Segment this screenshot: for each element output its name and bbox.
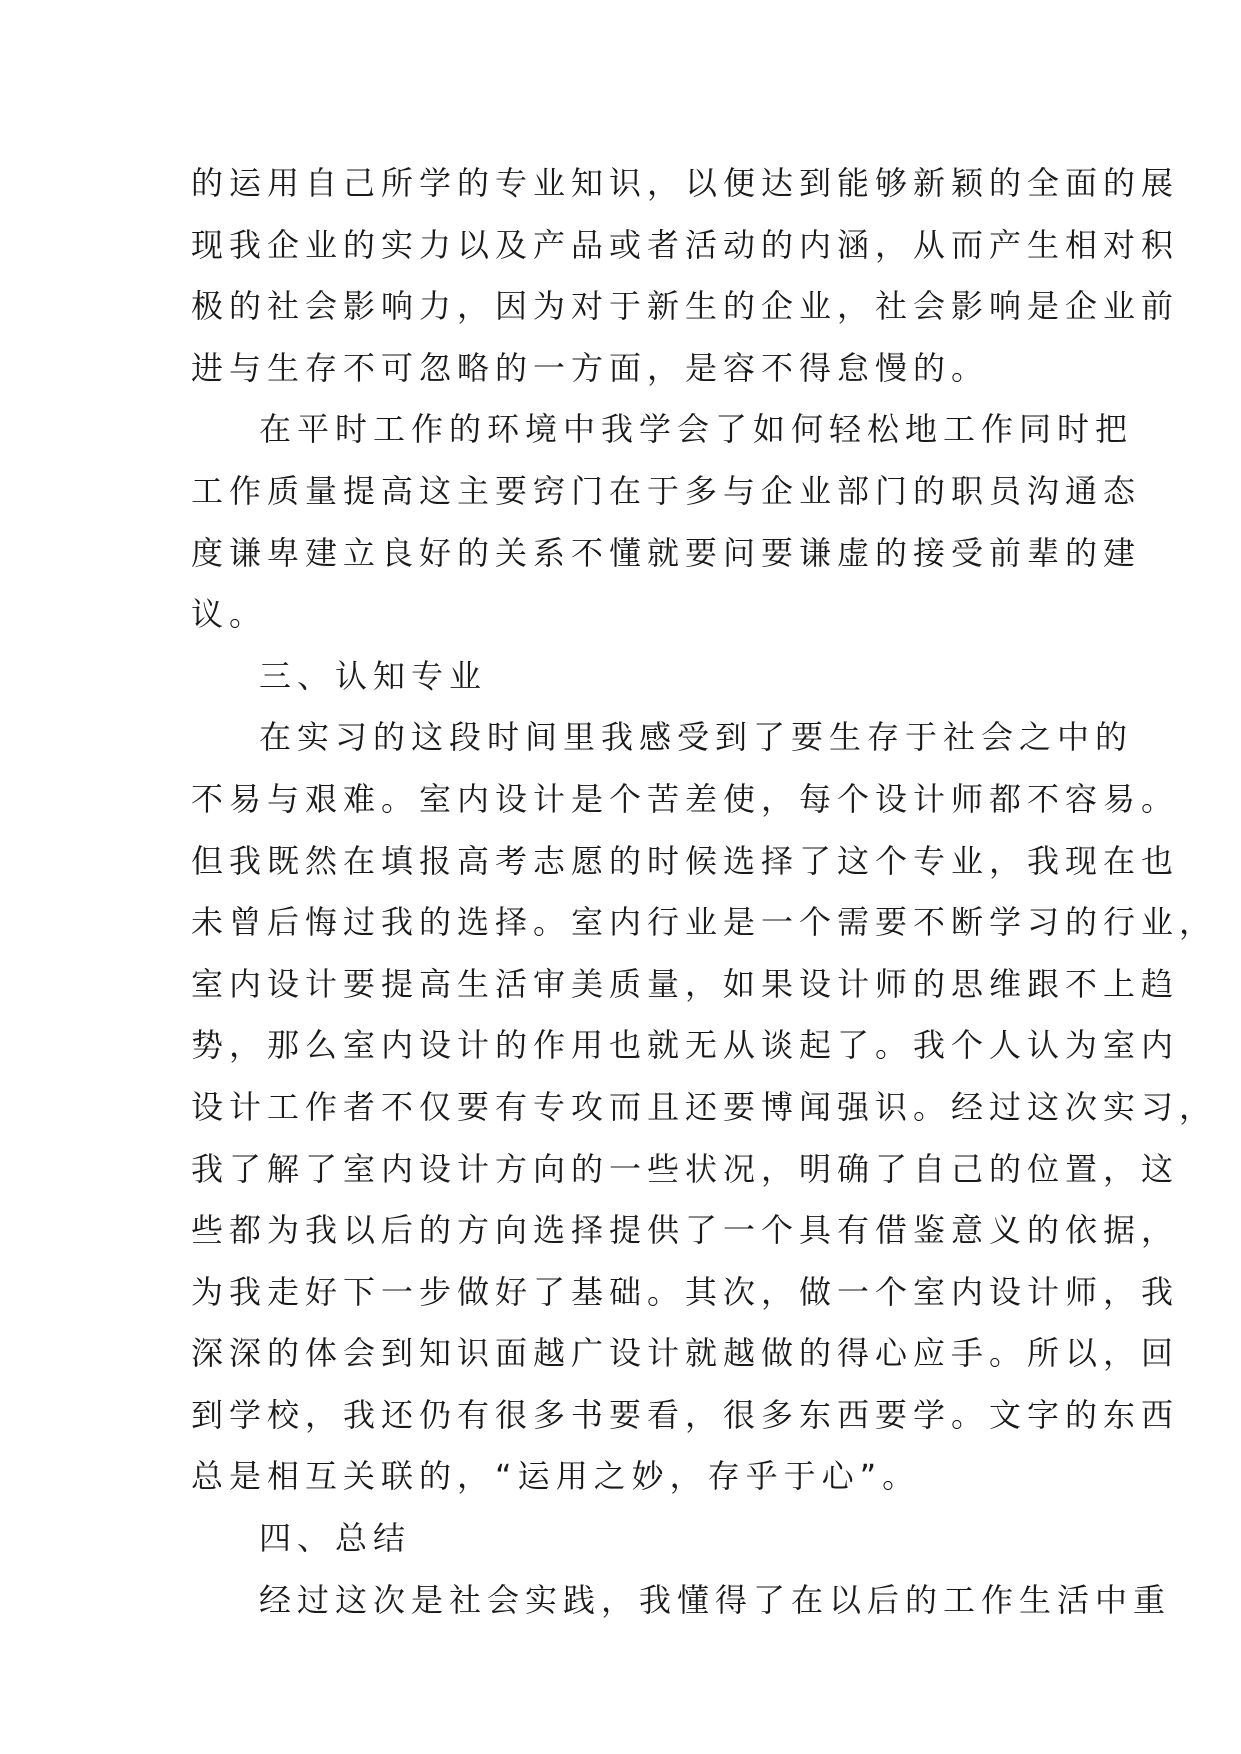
section-heading: 四、总结 bbox=[259, 1519, 412, 1558]
text-line: 设计工作者不仅要有专攻而且还要博闻强识。经过这次实习， bbox=[191, 1087, 1218, 1126]
text-line: 工作质量提高这主要窍门在于多与企业部门的职员沟通态 bbox=[191, 471, 1142, 510]
paragraph-start-line: 在实习的这段时间里我感受到了要生存于社会之中的 bbox=[259, 718, 1134, 757]
text-line: 势，那么室内设计的作用也就无从谈起了。我个人认为室内 bbox=[191, 1026, 1180, 1065]
text-line: 极的社会影响力，因为对于新生的企业，社会影响是企业前 bbox=[191, 287, 1180, 326]
text-line: 些都为我以后的方向选择提供了一个具有借鉴意义的依据， bbox=[191, 1211, 1180, 1250]
text-line: 度谦卑建立良好的关系不懂就要问要谦虚的接受前辈的建 bbox=[191, 533, 1142, 572]
text-line: 未曾后悔过我的选择。室内行业是一个需要不断学习的行业， bbox=[191, 903, 1218, 942]
text-line: 进与生存不可忽略的一方面，是容不得怠慢的。 bbox=[191, 348, 990, 387]
text-line: 现我企业的实力以及产品或者活动的内涵，从而产生相对积 bbox=[191, 225, 1180, 264]
section-heading: 三、认知专业 bbox=[259, 656, 488, 695]
text-line: 议。 bbox=[191, 595, 268, 634]
text-line: 不易与艰难。室内设计是个苦差使，每个设计师都不容易。 bbox=[191, 779, 1180, 818]
text-line: 我了解了室内设计方向的一些状况，明确了自己的位置，这 bbox=[191, 1149, 1180, 1188]
text-line: 深深的体会到知识面越广设计就越做的得心应手。所以，回 bbox=[191, 1334, 1180, 1373]
text-line: 的运用自己所学的专业知识，以便达到能够新颖的全面的展 bbox=[191, 164, 1180, 202]
paragraph-start-line: 在平时工作的环境中我学会了如何轻松地工作同时把 bbox=[259, 410, 1134, 449]
text-line: 但我既然在填报高考志愿的时候选择了这个专业，我现在也 bbox=[191, 841, 1180, 880]
paragraph-start-line: 经过这次是社会实践，我懂得了在以后的工作生活中重 bbox=[259, 1580, 1172, 1619]
text-line: 为我走好下一步做好了基础。其次，做一个室内设计师，我 bbox=[191, 1272, 1180, 1311]
text-line: 总是相互关联的，“运用之妙，存乎于心”。 bbox=[191, 1457, 921, 1496]
document-body bbox=[191, 153, 1218, 1631]
text-line: 室内设计要提高生活审美质量，如果设计师的思维跟不上趋 bbox=[191, 964, 1180, 1003]
text-line: 到学校，我还仍有很多书要看，很多东西要学。文字的东西 bbox=[191, 1395, 1180, 1434]
